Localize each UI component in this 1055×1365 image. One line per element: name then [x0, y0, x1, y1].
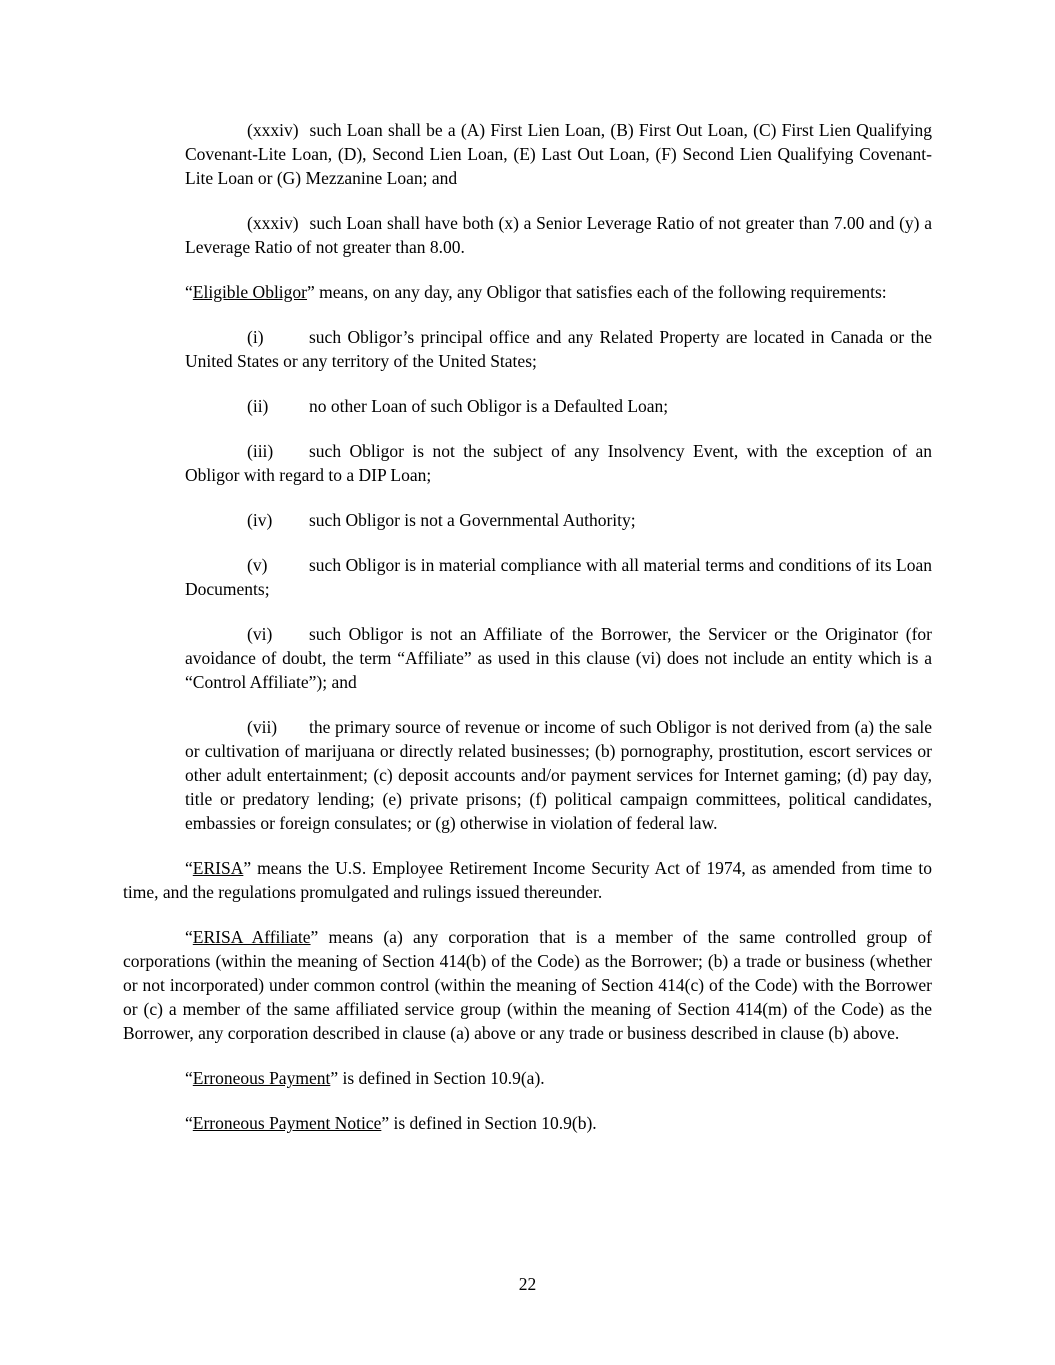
clause-label: (i) — [247, 327, 264, 347]
clause-label: (iii) — [247, 441, 274, 461]
open-quote: “ — [185, 858, 193, 878]
definition-text: ” means, on any day, any Obligor that satisfies each of the following requirements: — [307, 282, 887, 302]
document-body — [123, 118, 932, 1156]
clause-text: such Loan shall be a (A) First Lien Loan, (B) First Out Loan, (C) First Lien Qualifying Covenant-Lite Loan, (D), Second Lien Loan, (E) Last Out Loan, (F) Second Lien Qualifying Covenant-Lite Loan or (G) Mezzanine Loan; and — [185, 120, 932, 188]
clause-paragraph-iv — [185, 508, 932, 532]
defined-term: Erroneous Payment — [192, 1068, 331, 1088]
clause-paragraph-iii — [185, 439, 932, 487]
definition-text: ” means the U.S. Employee Retirement Income Security Act of 1974, as amended from time to time, and the regulations promulgated and rulings issued thereunder. — [123, 858, 932, 902]
clause-text: the primary source of revenue or income of such Obligor is not derived from (a) the sale or cultivation of marijuana or directly related businesses; (b) pornography, prostitution, escort services or other adult entertainment; (c) deposit accounts and/or payment services for Internet gaming; (d) pay day, title or predatory lending; (e) private prisons; (f) political campaign committees, political candidates, embassies or foreign consulates; or (g) otherwise in violation of federal law. — [185, 717, 932, 833]
definition-paragraph-erroneous-payment-notice — [123, 1111, 932, 1135]
clause-paragraph-v — [185, 553, 932, 601]
clause-label: (vii) — [247, 717, 278, 737]
definition-paragraph-erisa-affiliate — [123, 925, 932, 1045]
clause-text: such Obligor’s principal office and any Related Property are located in Canada or the United States or any territory of the United States; — [185, 327, 932, 371]
clause-paragraph-xxxiv-a — [185, 118, 932, 190]
defined-term: ERISA Affiliate — [192, 927, 311, 947]
page-number: 22 — [518, 1274, 537, 1294]
definition-text: ” is defined in Section 10.9(a). — [330, 1068, 545, 1088]
clause-label: (iv) — [247, 510, 273, 530]
defined-term: Eligible Obligor — [192, 282, 308, 302]
clause-paragraph-xxxiv-b — [185, 211, 932, 259]
definition-paragraph-eligible-obligor — [123, 280, 932, 304]
open-quote: “ — [185, 927, 193, 947]
defined-term: Erroneous Payment Notice — [192, 1113, 382, 1133]
clause-text: such Obligor is in material compliance with all material terms and conditions of its Loan Documents; — [185, 555, 932, 599]
definition-paragraph-erroneous-payment — [123, 1066, 932, 1090]
clause-paragraph-vi — [185, 622, 932, 694]
clause-label: (xxxiv) — [247, 213, 299, 233]
open-quote: “ — [185, 282, 193, 302]
clause-text: such Obligor is not a Governmental Authority; — [309, 510, 636, 530]
open-quote: “ — [185, 1113, 193, 1133]
defined-term: ERISA — [192, 858, 244, 878]
clause-text: no other Loan of such Obligor is a Defaulted Loan; — [309, 396, 669, 416]
clause-paragraph-vii — [185, 715, 932, 835]
clause-label: (ii) — [247, 396, 269, 416]
clause-text: such Loan shall have both (x) a Senior Leverage Ratio of not greater than 7.00 and (y) a Leverage Ratio of not greater than 8.00. — [185, 213, 932, 257]
definition-text: ” is defined in Section 10.9(b). — [381, 1113, 597, 1133]
clause-text: such Obligor is not the subject of any Insolvency Event, with the exception of an Obligor with regard to a DIP Loan; — [185, 441, 932, 485]
clause-label: (xxxiv) — [247, 120, 299, 140]
clause-paragraph-i — [185, 325, 932, 373]
definition-text: ” means (a) any corporation that is a member of the same controlled group of corporations (within the meaning of Section 414(b) of the Code) as the Borrower; (b) a trade or business (whether or not incorporated) under common control (within the meaning of Section 414(c) of the Code) with the Borrower or (c) a member of the same affiliated service group (within the meaning of Section 414(m) of the Code) as the Borrower, any corporation described in clause (a) above or any trade or business described in clause (b) above. — [123, 927, 932, 1043]
clause-label: (vi) — [247, 624, 273, 644]
open-quote: “ — [185, 1068, 193, 1088]
clause-label: (v) — [247, 555, 268, 575]
clause-text: such Obligor is not an Affiliate of the Borrower, the Servicer or the Originator (for avoidance of doubt, the term “Affiliate” as used in this clause (vi) does not include an entity which is a “Control Affiliate”); and — [185, 624, 932, 692]
definition-paragraph-erisa — [123, 856, 932, 904]
clause-paragraph-ii — [185, 394, 932, 418]
